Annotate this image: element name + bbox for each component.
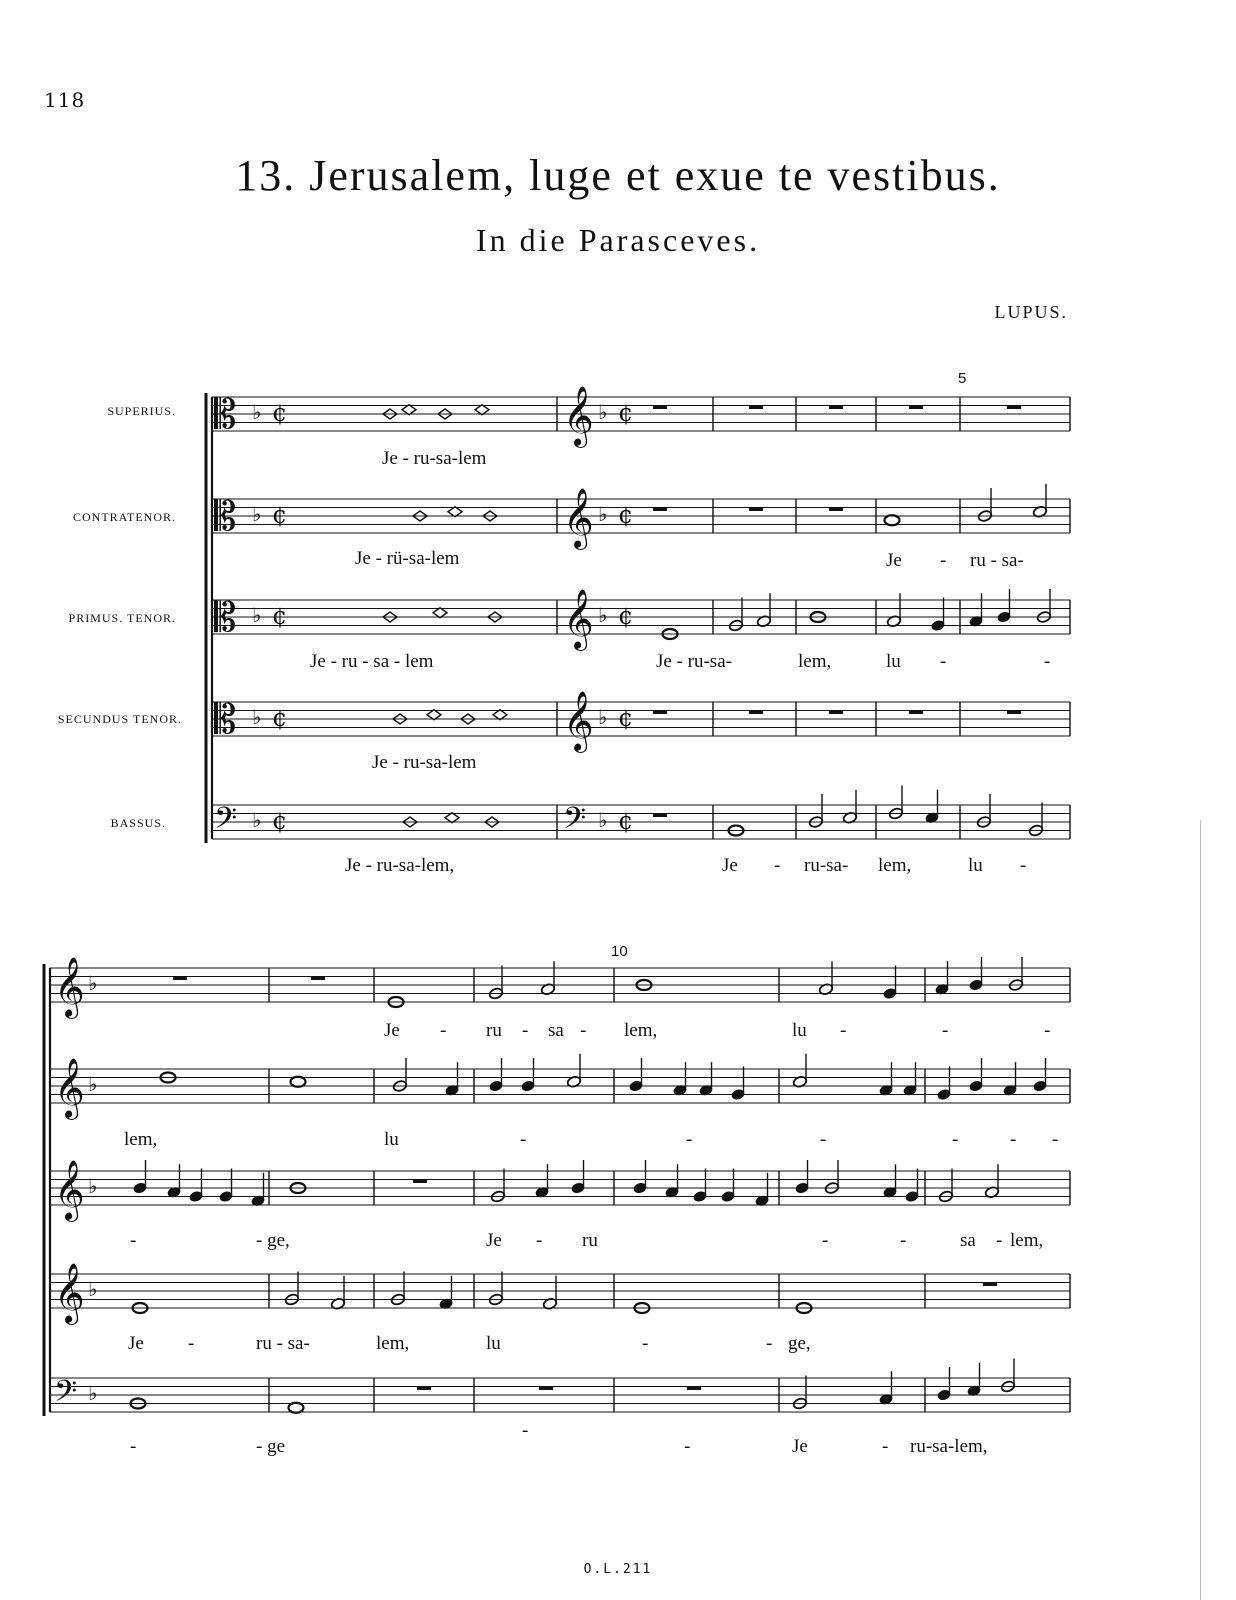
lyric-s2-secundus-8: ge,: [788, 1333, 811, 1354]
s1-incipit-f-clef-5: 𝄢: [214, 802, 238, 843]
lyric-s2-primus-8: sa: [960, 1230, 976, 1251]
s1-incipit-time-4: ¢: [272, 704, 288, 732]
lyric-s1-primus-6: -: [1044, 651, 1051, 672]
lyric-s2-superius-8: lu: [792, 1020, 807, 1041]
s1-incipit-note-4-4: [493, 710, 507, 720]
measure-number-5: 5: [958, 370, 967, 387]
s2-flat-2: ♭: [88, 1072, 98, 1096]
lyric-s2-contratenor-6: -: [952, 1129, 959, 1150]
s1-incipit-c-clef-4: 𝄡: [214, 697, 237, 743]
s2-bassus-note-2: [289, 1403, 304, 1413]
lyric-s2-primus-3: Je: [486, 1230, 502, 1251]
s1-incipit-flat-4: ♭: [252, 705, 262, 729]
s1-superius-rest-4: [909, 406, 923, 410]
s1-g-clef-4: 𝄞: [563, 691, 594, 751]
s1-secundus-rest-2: [749, 711, 763, 715]
s1-contratenor-rest-2: [749, 508, 763, 512]
s2-primus-rest-1: [413, 1180, 427, 1184]
s2-flat-4: ♭: [88, 1277, 98, 1301]
s2-contratenor-note-2: [291, 1077, 306, 1087]
lyric-s2-superius-10: -: [942, 1020, 949, 1041]
lyric-s2-secundus-6: -: [642, 1333, 649, 1354]
lyric-s2-contratenor-3: -: [520, 1129, 527, 1150]
lyric-s1-primus-4: lu: [886, 651, 901, 672]
piece-subtitle: In die Parasceves.: [475, 222, 761, 258]
s2-bassus-rest-1: [417, 1387, 431, 1391]
s1-flat-3: ♭: [598, 603, 608, 627]
lyric-s1-bassus-3: -: [774, 855, 781, 876]
s1-flat-1: ♭: [598, 400, 608, 424]
lyric-s2-primus-9: -: [996, 1230, 1003, 1251]
s1-superius-rest-3: [829, 406, 843, 410]
lyric-s2-primus-6: -: [822, 1230, 829, 1251]
lyric-s1-bassus-7: -: [1020, 855, 1027, 876]
lyric-s1-primus-2: Je - ru-sa-: [656, 651, 732, 672]
lyric-s2-superius-9: -: [840, 1020, 847, 1041]
lyric-s1-primus-5: -: [940, 651, 947, 672]
s1-incipit-c-clef-2: 𝄡: [214, 494, 237, 540]
lyric-s1-bassus-6: lu: [968, 855, 983, 876]
s1-time-4: ¢: [618, 704, 634, 732]
s1-incipit-note-3-2: [433, 608, 447, 618]
lyric-s2-primus-7: -: [900, 1230, 907, 1251]
s1-time-3: ¢: [618, 602, 634, 630]
s2-g-clef-4: 𝄞: [54, 1263, 85, 1323]
s1-incipit-c-clef-3: 𝄡: [214, 595, 237, 641]
s1-time-5: ¢: [618, 807, 634, 835]
composer-name: LUPUS.: [994, 302, 1068, 322]
lyric-s1-bassus-4: ru-sa-: [804, 855, 849, 876]
s1-incipit-c-clef-1: 𝄡: [214, 392, 237, 438]
s1-incipit-note-1-4: [475, 405, 489, 415]
lyric-s2-bassus-5: Je: [792, 1436, 808, 1457]
lyric-s2-bassus-1: -: [130, 1436, 137, 1457]
s1-contratenor-rest-3: [829, 508, 843, 512]
lyric-s2-secundus-1: Je: [128, 1333, 144, 1354]
s1-incipit-note-5-2: [445, 813, 459, 823]
lyric-s2-contratenor-4: -: [686, 1129, 693, 1150]
lyric-s2-bassus-7: ru-sa-lem,: [910, 1436, 988, 1457]
s1-contratenor-note-1: [885, 515, 900, 525]
lyric-s2-superius-2: -: [440, 1020, 447, 1041]
lyric-s2-primus-1: -: [130, 1230, 137, 1251]
s1-g-clef-1: 𝄞: [563, 386, 594, 446]
voice-label-bassus: BASSUS.: [110, 816, 166, 830]
s1-time-2: ¢: [618, 501, 634, 529]
lyric-s2-primus-2: - ge,: [256, 1230, 290, 1251]
s1-superius-rest-1: [653, 406, 667, 410]
s1-superius-rest-5: [1007, 406, 1021, 410]
lyric-s1-bassus-5: lem,: [878, 855, 912, 876]
lyric-s2-secundus-3: ru - sa-: [256, 1333, 310, 1354]
publisher-code: O.L.211: [583, 1562, 653, 1577]
lyric-s2-secundus-4: lem,: [376, 1333, 410, 1354]
voice-label-contratenor: CONTRATENOR.: [72, 510, 176, 524]
lyric-s2-bassus-3: -: [522, 1420, 529, 1441]
lyric-s2-contratenor-1: lem,: [124, 1129, 158, 1150]
page-number: 118: [44, 88, 86, 112]
s1-bassus-rest-1: [653, 814, 667, 818]
lyric-s1-superius-1: Je - ru-sa-lem: [382, 448, 487, 469]
s2-bassus-rest-2: [539, 1387, 553, 1391]
lyric-s2-primus-10: lem,: [1010, 1230, 1044, 1251]
s2-superius-rest-1: [173, 977, 187, 981]
s1-incipit-note-1-2: [402, 405, 416, 415]
measure-number-10: 10: [611, 943, 628, 960]
voice-label-primus-tenor: PRIMUS. TENOR.: [68, 611, 176, 625]
lyric-s1-contratenor-1: Je - rü-sa-lem: [355, 548, 460, 569]
s1-contratenor-rest-1: [653, 508, 667, 512]
s2-g-clef-3: 𝄞: [54, 1160, 85, 1220]
lyric-s2-superius-5: sa: [548, 1020, 564, 1041]
s1-incipit-flat-2: ♭: [252, 502, 262, 526]
lyric-s2-contratenor-2: lu: [384, 1129, 399, 1150]
s1-incipit-time-5: ¢: [272, 807, 288, 835]
lyric-s2-bassus-2: - ge: [256, 1436, 286, 1457]
s2-g-clef-1: 𝄞: [54, 957, 85, 1017]
lyric-s2-secundus-2: -: [188, 1333, 195, 1354]
lyric-s2-secundus-5: lu: [486, 1333, 501, 1354]
s2-f-clef-5: 𝄢: [54, 1375, 78, 1416]
lyric-s2-bassus-6: -: [882, 1436, 889, 1457]
s1-f-clef-5: 𝄢: [563, 802, 587, 843]
lyric-s2-bassus-4: -: [684, 1436, 691, 1457]
s1-time-1: ¢: [618, 399, 634, 427]
s1-flat-4: ♭: [598, 705, 608, 729]
s1-secundus-rest-1: [653, 711, 667, 715]
page-edge-rule: [1200, 820, 1201, 1600]
lyric-s2-primus-4: -: [536, 1230, 543, 1251]
s1-secundus-rest-4: [909, 711, 923, 715]
lyric-s2-contratenor-7: -: [1010, 1129, 1017, 1150]
lyric-s2-superius-6: -: [580, 1020, 587, 1041]
s1-incipit-time-2: ¢: [272, 501, 288, 529]
lyric-s1-bassus-1: Je - ru-sa-lem,: [345, 855, 455, 876]
lyric-s1-bassus-2: Je: [722, 855, 738, 876]
s1-superius-rest-2: [749, 406, 763, 410]
lyric-s1-contratenor-3: -: [940, 550, 947, 571]
lyric-s1-primus-1: Je - ru - sa - lem: [310, 651, 434, 672]
s1-g-clef-3: 𝄞: [563, 589, 594, 649]
s1-secundus-rest-3: [829, 711, 843, 715]
lyric-s2-contratenor-8: -: [1052, 1129, 1059, 1150]
lyric-s2-superius-1: Je: [384, 1020, 400, 1041]
s1-incipit-time-1: ¢: [272, 399, 288, 427]
lyric-s2-contratenor-5: -: [820, 1129, 827, 1150]
s2-flat-1: ♭: [88, 971, 98, 995]
s1-incipit-note-2-2: [448, 507, 462, 517]
s1-flat-2: ♭: [598, 502, 608, 526]
s1-incipit-note-4-2: [427, 710, 441, 720]
lyric-s1-contratenor-2: Je: [886, 550, 902, 571]
lyric-s2-superius-7: lem,: [624, 1020, 658, 1041]
lyric-s1-secundus-1: Je - ru-sa-lem: [372, 752, 477, 773]
lyric-s2-primus-5: ru: [582, 1230, 598, 1251]
lyric-s2-superius-3: ru: [486, 1020, 502, 1041]
s1-flat-5: ♭: [598, 808, 608, 832]
s2-bassus-rest-3: [687, 1387, 701, 1391]
s1-g-clef-2: 𝄞: [563, 488, 594, 548]
s1-incipit-flat-3: ♭: [252, 603, 262, 627]
piece-title: 13. Jerusalem, luge et exue te vestibus.: [235, 151, 1001, 200]
lyric-s1-primus-3: lem,: [798, 651, 832, 672]
s2-secundus-rest-1: [983, 1283, 997, 1287]
s1-incipit-flat-1: ♭: [252, 400, 262, 424]
voice-label-secundus-tenor: SECUNDUS TENOR.: [57, 712, 182, 726]
s1-secundus-rest-5: [1007, 711, 1021, 715]
s1-incipit-flat-5: ♭: [252, 808, 262, 832]
s2-flat-3: ♭: [88, 1174, 98, 1198]
s2-g-clef-2: 𝄞: [54, 1058, 85, 1118]
s2-superius-rest-2: [311, 977, 325, 981]
lyric-s1-contratenor-4: ru - sa-: [970, 550, 1024, 571]
lyric-s2-superius-4: -: [522, 1020, 529, 1041]
voice-label-superius: SUPERIUS.: [107, 404, 176, 418]
s1-incipit-time-3: ¢: [272, 602, 288, 630]
lyric-s2-superius-11: -: [1044, 1020, 1051, 1041]
s2-flat-5: ♭: [88, 1381, 98, 1405]
lyric-s2-secundus-7: -: [766, 1333, 773, 1354]
